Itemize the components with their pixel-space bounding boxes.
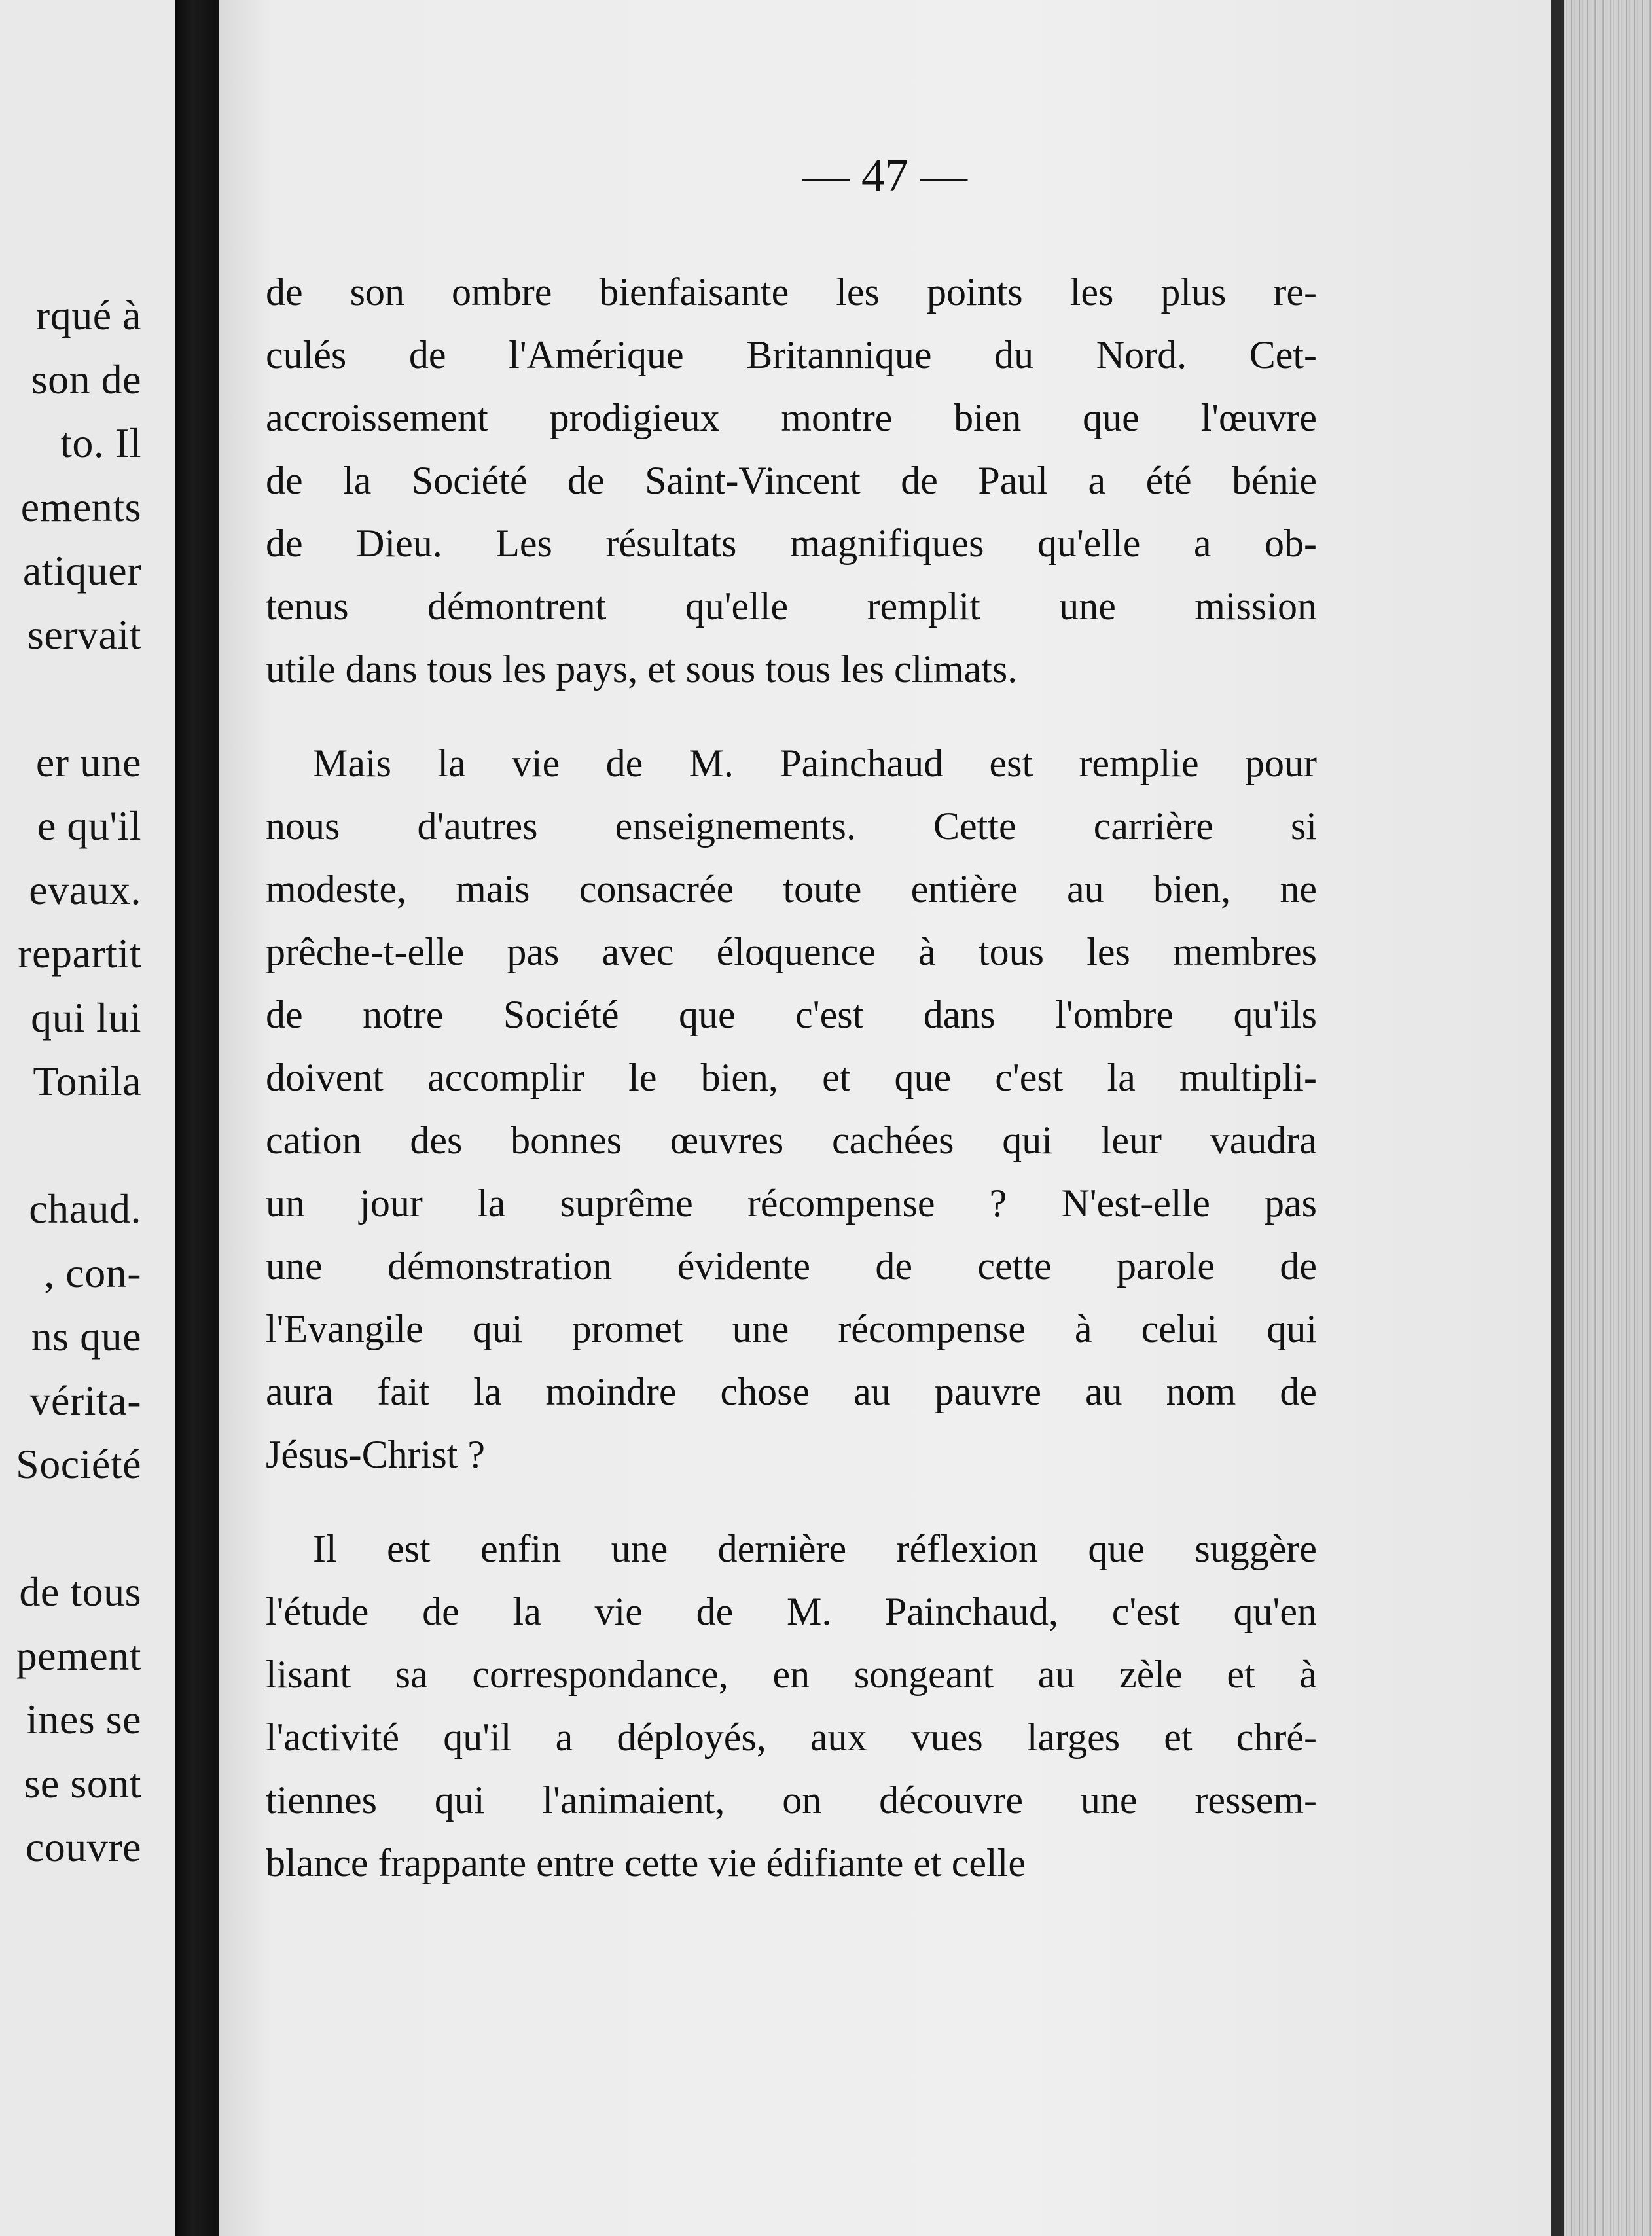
text-line: blance frappante entre cette vie édifiante et celle [266, 1841, 1026, 1884]
left-page-line: e qu'il [37, 802, 141, 849]
book-gutter [175, 0, 219, 2236]
left-page-line: de tous [19, 1568, 141, 1615]
left-page-line: qui lui [31, 994, 141, 1041]
left-page-line: son de [31, 355, 141, 403]
left-page-line: servait [27, 611, 141, 658]
left-page-line: ines se [26, 1696, 141, 1742]
paragraph [266, 732, 1317, 1486]
text-line: aura fait la moindre chose au pauvre au nom de [266, 1370, 1317, 1413]
text-line: Jésus-Christ ? [266, 1433, 485, 1476]
left-page-line: rqué à [35, 292, 141, 338]
left-page-line: chaud. [29, 1185, 141, 1232]
text-line: nous d'autres enseignements. Cette carrière si [266, 804, 1317, 848]
paragraph-gap [266, 1486, 1317, 1517]
paragraph-gap [266, 700, 1317, 732]
left-page-line: Tonila [33, 1058, 141, 1104]
text-line: l'activité qu'il a déployés, aux vues larges et chré- [266, 1716, 1317, 1759]
facing-page-left [0, 0, 175, 2236]
left-page-line: pement [16, 1632, 141, 1679]
left-page-line: ements [20, 483, 141, 530]
left-page-line: vérita- [29, 1377, 141, 1424]
left-page-line: couvre [25, 1824, 141, 1870]
book-page-right [219, 0, 1551, 2236]
left-page-line: repartit [18, 930, 141, 977]
text-line: de la Société de Saint-Vincent de Paul a été bénie [266, 459, 1317, 502]
left-page-line: Société [16, 1441, 141, 1487]
text-line: utile dans tous les pays, et sous tous les climats. [266, 647, 1018, 691]
left-page-line: atiquer [22, 547, 141, 594]
page-number: — 47 — [802, 149, 967, 202]
text-line: un jour la suprême récompense ? N'est-elle pas [266, 1181, 1317, 1225]
text-line: tiennes qui l'animaient, on découvre une ressem- [266, 1778, 1317, 1822]
left-page-line: evaux. [29, 866, 141, 913]
text-line: tenus démontrent qu'elle remplit une mission [266, 585, 1317, 628]
left-page-line: , con- [44, 1249, 141, 1296]
text-line: l'Evangile qui promet une récompense à celui qui [266, 1307, 1317, 1350]
text-line: de notre Société que c'est dans l'ombre qu'ils [266, 993, 1317, 1036]
text-line: accroissement prodigieux montre bien que l'œuvre [266, 396, 1317, 439]
page-body-text [266, 261, 1317, 1894]
left-page-line: er une [35, 738, 141, 785]
text-line: l'étude de la vie de M. Painchaud, c'est qu'en [266, 1590, 1317, 1633]
text-line: prêche-t-elle pas avec éloquence à tous les membres [266, 930, 1317, 973]
paragraph [266, 1517, 1317, 1894]
paragraph [266, 261, 1317, 700]
text-line: culés de l'Amérique Britannique du Nord. Cet- [266, 333, 1317, 376]
text-line: lisant sa correspondance, en songeant au zèle et à [266, 1653, 1317, 1696]
text-line: doivent accomplir le bien, et que c'est la multipli- [266, 1056, 1317, 1099]
text-line: Mais la vie de M. Painchaud est remplie pour [313, 742, 1317, 785]
left-page-line: to. Il [60, 420, 141, 466]
text-line: de son ombre bienfaisante les points les plus re- [266, 270, 1317, 314]
page-edges-shadow [1551, 0, 1564, 2236]
text-line: une démonstration évidente de cette parole de [266, 1244, 1317, 1288]
text-line: cation des bonnes œuvres cachées qui leur vaudra [266, 1119, 1317, 1162]
left-page-line: se sont [24, 1759, 141, 1807]
page-edges [1551, 0, 1652, 2236]
text-line: de Dieu. Les résultats magnifiques qu'elle a ob- [266, 522, 1317, 565]
left-page-line: ns que [31, 1313, 141, 1360]
text-line: modeste, mais consacrée toute entière au bien, ne [266, 867, 1317, 911]
text-line: Il est enfin une dernière réflexion que suggère [313, 1527, 1317, 1570]
